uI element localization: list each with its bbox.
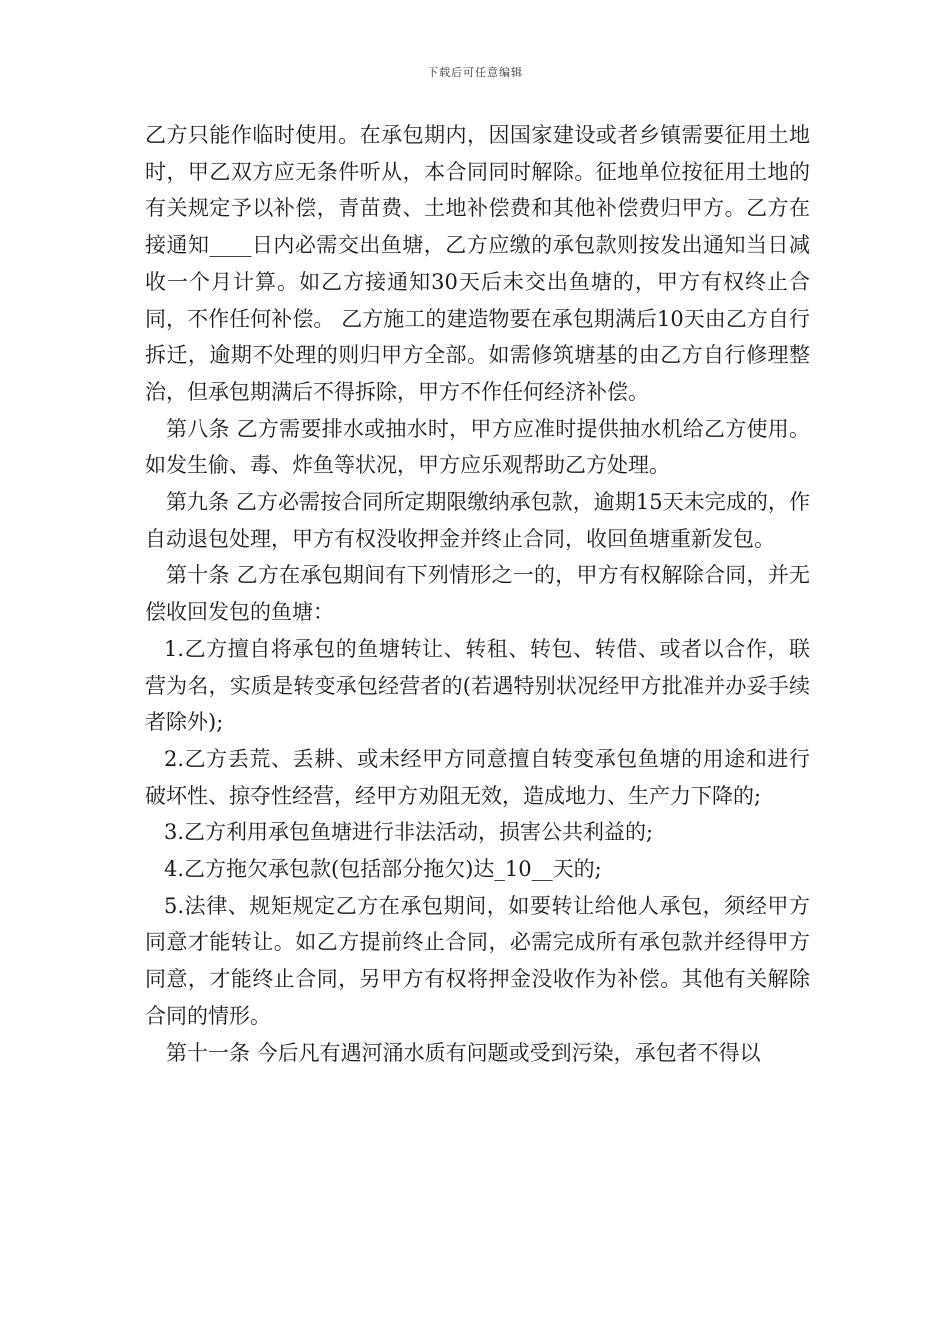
page-header: 下载后可任意编辑 bbox=[427, 66, 523, 79]
paragraph-article-10: 第十条 乙方在承包期间有下列情形之一的，甲方有权解除合同，并无偿收回发包的鱼塘： bbox=[145, 563, 810, 625]
list-item-4: 4.乙方拖欠承包款(包括部分拖欠)达_10__天的; bbox=[164, 857, 602, 882]
list-item-1: 1.乙方擅自将承包的鱼塘转让、转租、转包、转借、或者以合作，联营为名，实质是转变承包经营者的(若遇特别状况经甲方批准并办妥手续者除外); bbox=[145, 636, 810, 735]
list-item-2: 2.乙方丢荒、丢耕、或未经甲方同意擅自转变承包鱼塘的用途和进行破坏性、掠夺性经营，经甲方劝阻无效，造成地力、生产力下降的; bbox=[145, 746, 810, 808]
document-body bbox=[145, 117, 810, 1071]
paragraph-article-9: 第九条 乙方必需按合同所定期限缴纳承包款，逾期15天未完成的，作自动退包处理，甲方有权没收押金并终止合同，收回鱼塘重新发包。 bbox=[145, 490, 810, 551]
paragraph-article-11: 第十一条 今后凡有遇河涌水质有问题或受到污染，承包者不得以 bbox=[166, 1040, 761, 1065]
paragraph-continuation: 乙方只能作临时使用。在承包期内，因国家建设或者乡镇需要征用土地时，甲乙双方应无条件听从，本合同同时解除。征地单位按征用土地的有关规定予以补偿，青苗费、土地补偿费和其他补偿费归甲方。乙方在接通知____日内必需交出鱼塘，乙方应缴的承包款则按发出通知当日减收一个月计算。如乙方接通知30天后未交出鱼塘的，甲方有权终止合同，不作任何补偿。 乙方施工的建造物要在承包期满后10天由乙方自行拆迁，逾期不处理的则归甲方全部。如需修筑塘基的由乙方自行修理整治，但承包期满后不得拆除，甲方不作任何经济补偿。 bbox=[145, 123, 810, 404]
paragraph-article-8: 第八条 乙方需要排水或抽水时，甲方应准时提供抽水机给乙方使用。如发生偷、毒、炸鱼等状况，甲方应乐观帮助乙方处理。 bbox=[145, 416, 810, 478]
list-item-3: 3.乙方利用承包鱼塘进行非法活动，损害公共利益的; bbox=[164, 820, 654, 845]
list-item-5: 5.法律、规矩规定乙方在承包期间，如要转让给他人承包，须经甲方同意才能转让。如乙方提前终止合同，必需完成所有承包款并经得甲方同意，才能终止合同，另甲方有权将押金没收作为补偿。其他有关解除合同的情形。 bbox=[145, 893, 810, 1028]
